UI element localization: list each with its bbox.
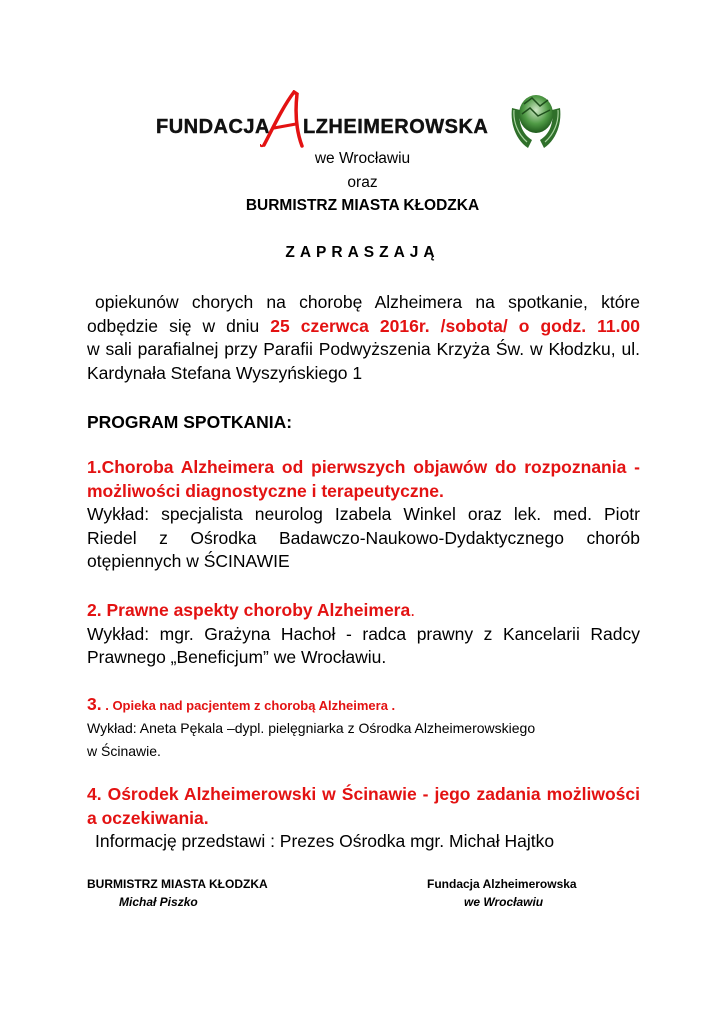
program-item-2 — [87, 599, 640, 670]
program-heading: PROGRAM SPOTKANIA: — [87, 412, 293, 432]
program-item-title: a oczekiwania. — [87, 807, 209, 828]
intro-line: opiekunów chorych na chorobę Alzheimera na spotkanie, które — [95, 292, 640, 312]
presenter-info: Informację przedstawi : Prezes Ośrodka mgr. Michał Hajtko — [95, 831, 555, 851]
logo-text-right: LZHEIMEROWSKA — [303, 116, 489, 138]
signature-left-title: BURMISTRZ MIASTA KŁODZKA — [87, 877, 268, 891]
lecture-text: otępiennych w ŚCINAWIE — [87, 551, 290, 571]
lecture-text: Riedel z Ośrodka Badawczo-Naukowo-Dydaktycznego chorób — [87, 527, 640, 548]
lecture-text: Wykład: Aneta Pękala –dypl. pielęgniarka z Ośrodka Alzheimerowskiego — [87, 720, 536, 736]
program-item-title: możliwości diagnostyczne i terapeutyczne. — [87, 480, 444, 501]
foundation-logo — [156, 90, 489, 150]
lecture-text: w Ścinawie. — [87, 743, 161, 759]
conjunction-text: oraz — [347, 174, 378, 191]
program-item-4 — [87, 783, 640, 854]
program-item-title: . Opieka nad pacjentem z chorobą Alzheimera . — [101, 698, 396, 713]
logo-letter-a-icon — [260, 90, 308, 148]
invite-heading: ZAPRASZAJĄ — [285, 244, 440, 261]
lecture-text: Wykład: mgr. Grażyna Hachoł - radca prawny z Kancelarii Radcy — [87, 623, 640, 644]
intro-text: odbędzie się w dniu — [87, 315, 271, 336]
signature-right-name: we Wrocławiu — [464, 895, 544, 909]
mayor-heading: BURMISTRZ MIASTA KŁODZKA — [245, 197, 480, 214]
program-item-title: 4. Ośrodek Alzheimerowski w Ścinawie - jego zadania możliwości — [87, 784, 640, 804]
program-item-title-line — [87, 693, 640, 717]
intro-line: w sali parafialnej przy Parafii Podwyższenia Krzyża Św. w Kłodzku, ul. — [87, 339, 640, 359]
program-item-3 — [87, 693, 640, 763]
lecture-text: Wykład: specjalista neurolog Izabela Winkel oraz lek. med. Piotr — [87, 504, 640, 524]
program-item-1 — [87, 456, 640, 574]
meeting-date: 25 czerwca 2016r. /sobota/ o godz. 11.00 — [270, 315, 640, 336]
program-item-title: 2. Prawne aspekty choroby Alzheimera — [87, 600, 411, 620]
hands-holding-head-emblem-icon — [508, 88, 564, 150]
intro-line-date — [87, 315, 640, 339]
logo-text-left: FUNDACJA — [156, 116, 270, 138]
signature-left-name: Michał Piszko — [119, 895, 198, 909]
signature-right-title: Fundacja Alzheimerowska — [427, 877, 577, 891]
foundation-city: we Wrocławiu — [314, 150, 411, 167]
program-item-title: 1.Choroba Alzheimera od pierwszych objawów do rozpoznania - — [87, 457, 640, 477]
lecture-text: Prawnego „Beneficjum” we Wrocławiu. — [87, 647, 387, 667]
program-item-title-dot: . — [410, 600, 416, 620]
program-item-title-line — [87, 599, 640, 623]
intro-paragraph — [87, 291, 640, 385]
intro-line: Kardynała Stefana Wyszyńskiego 1 — [87, 362, 363, 383]
program-item-number: 3. — [87, 694, 102, 714]
